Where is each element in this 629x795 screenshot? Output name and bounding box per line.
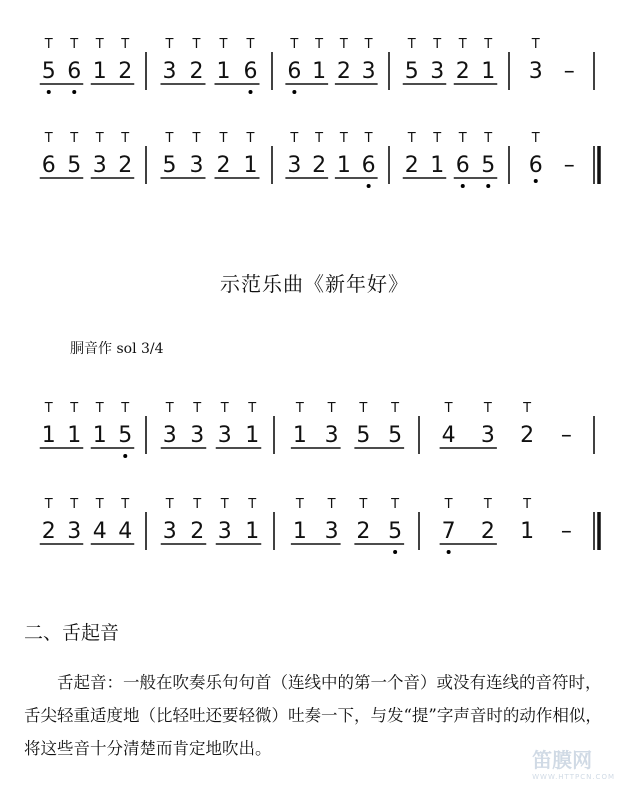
note-digit: 7 [441, 519, 456, 544]
tongue-mark: T [339, 37, 348, 52]
note-digit: 6 [41, 153, 56, 178]
note-digit: 2 [41, 519, 56, 544]
note-digit: 3 [217, 423, 232, 448]
tongue-mark: T [70, 37, 79, 52]
note-digit: 5 [67, 153, 82, 178]
note-digit: 3 [162, 59, 177, 84]
note-digit: 5 [481, 153, 496, 178]
tongue-mark: T [165, 497, 174, 512]
note-digit: 3 [190, 423, 205, 448]
note-digit: 1 [336, 153, 351, 178]
tongue-mark: T [165, 37, 174, 52]
note-digit: 3 [324, 519, 339, 544]
note-digit: 1 [92, 59, 107, 84]
body-paragraph: 舌起音：一般在吹奏乐句句首（连线中的第一个音）或没有连线的音符时，舌尖轻重适度地（比轻吐还要轻微）吐奏一下，与发“提”字声音时的动作相似，将这些音十分清楚而肯定地吹出。 [24, 673, 602, 758]
tongue-mark: T [70, 131, 79, 146]
watermark-url: WWW.HTTPCN.COM [532, 773, 615, 781]
note-digit: 2 [190, 519, 205, 544]
note-digit: 5 [404, 59, 419, 84]
note-digit: 1 [245, 423, 260, 448]
note-digit: 1 [430, 153, 445, 178]
note-digit: 5 [41, 59, 56, 84]
note-digit: 1 [292, 423, 307, 448]
note-digit: 3 [361, 59, 376, 84]
note-digit: 4 [92, 519, 107, 544]
note-digit: 6 [287, 59, 302, 84]
note-digit: 1 [92, 423, 107, 448]
tongue-mark: T [433, 37, 442, 52]
tongue-mark: T [121, 37, 130, 52]
octave-dot [461, 184, 465, 188]
tongue-mark: T [339, 131, 348, 146]
note-digit: 1 [292, 519, 307, 544]
tongue-mark: T [95, 401, 104, 416]
tongue-mark: T [44, 131, 53, 146]
note-digit: 2 [480, 519, 495, 544]
piece-title: 示范乐曲《新年好》 [220, 272, 409, 296]
tongue-mark: T [44, 497, 53, 512]
note-digit: 2 [520, 423, 535, 448]
note-digit: – [563, 153, 575, 178]
tongue-mark: T [220, 497, 229, 512]
tongue-mark: T [359, 497, 368, 512]
note-digit: 1 [520, 519, 535, 544]
note-digit: 2 [404, 153, 419, 178]
tongue-mark: T [121, 131, 130, 146]
note-digit: 6 [455, 153, 470, 178]
tongue-mark: T [458, 37, 467, 52]
note-digit: 2 [336, 59, 351, 84]
site-watermark [532, 744, 615, 781]
octave-dot [292, 90, 296, 94]
note-digit: 1 [245, 519, 260, 544]
note-digit: 2 [312, 153, 327, 178]
note-digit: 1 [41, 423, 56, 448]
note-digit: – [560, 423, 572, 448]
tongue-mark: T [531, 37, 540, 52]
tongue-mark: T [483, 497, 492, 512]
tongue-mark: T [121, 497, 130, 512]
tongue-mark: T [315, 131, 324, 146]
tongue-mark: T [165, 131, 174, 146]
note-digit: 3 [430, 59, 445, 84]
note-digit: 6 [528, 153, 543, 178]
tongue-mark: T [95, 131, 104, 146]
tongue-mark: T [433, 131, 442, 146]
tongue-mark: T [458, 131, 467, 146]
note-digit: 5 [356, 423, 371, 448]
tongue-mark: T [248, 401, 257, 416]
note-digit: – [560, 519, 572, 544]
note-digit: 1 [243, 153, 258, 178]
tongue-mark: T [364, 131, 373, 146]
note-digit: 2 [455, 59, 470, 84]
note-digit: 2 [118, 59, 133, 84]
tongue-mark: T [359, 401, 368, 416]
note-digit: 3 [162, 519, 177, 544]
note-digit: 3 [287, 153, 302, 178]
tongue-mark: T [44, 401, 53, 416]
note-digit: 3 [162, 423, 177, 448]
tongue-mark: T [484, 131, 493, 146]
note-digit: 2 [216, 153, 231, 178]
tongue-mark: T [246, 131, 255, 146]
tongue-mark: T [295, 497, 304, 512]
tongue-mark: T [220, 401, 229, 416]
tongue-mark: T [523, 401, 532, 416]
note-digit: 4 [118, 519, 133, 544]
tongue-mark: T [95, 497, 104, 512]
octave-dot [393, 550, 397, 554]
note-digit: 1 [312, 59, 327, 84]
tongue-mark: T [531, 131, 540, 146]
tongue-mark: T [444, 401, 453, 416]
note-digit: 6 [67, 59, 82, 84]
octave-dot [534, 179, 538, 183]
octave-dot [367, 184, 371, 188]
note-digit: 1 [216, 59, 231, 84]
note-digit: 2 [189, 59, 204, 84]
note-digit: 3 [528, 59, 543, 84]
note-digit: 3 [480, 423, 495, 448]
note-digit: 2 [118, 153, 133, 178]
tongue-mark: T [95, 37, 104, 52]
note-digit: 5 [162, 153, 177, 178]
tongue-mark: T [391, 401, 400, 416]
note-digit: 3 [67, 519, 82, 544]
tongue-mark: T [192, 37, 201, 52]
tongue-mark: T [219, 131, 228, 146]
tongue-mark: T [290, 37, 299, 52]
tongue-mark: T [248, 497, 257, 512]
note-digit: 1 [481, 59, 496, 84]
tongue-mark: T [44, 37, 53, 52]
tongue-mark: T [246, 37, 255, 52]
tongue-mark: T [327, 497, 336, 512]
note-digit: 5 [388, 519, 403, 544]
note-digit: 3 [189, 153, 204, 178]
tongue-mark: T [219, 37, 228, 52]
note-digit: 5 [118, 423, 133, 448]
tongue-mark: T [165, 401, 174, 416]
note-digit: 1 [67, 423, 82, 448]
note-digit: 5 [388, 423, 403, 448]
tongue-mark: T [315, 37, 324, 52]
tongue-mark: T [192, 131, 201, 146]
note-digit: 4 [441, 423, 456, 448]
tongue-mark: T [193, 401, 202, 416]
tongue-mark: T [407, 131, 416, 146]
tongue-mark: T [483, 401, 492, 416]
octave-dot [486, 184, 490, 188]
tongue-mark: T [364, 37, 373, 52]
octave-dot [447, 550, 451, 554]
note-digit: – [563, 59, 575, 84]
tongue-mark: T [484, 37, 493, 52]
note-digit: 2 [356, 519, 371, 544]
note-digit: 6 [243, 59, 258, 84]
note-digit: 6 [361, 153, 376, 178]
tongue-mark: T [407, 37, 416, 52]
tongue-mark: T [290, 131, 299, 146]
key-time-signature: 胴音作 sol 3/4 [70, 341, 164, 357]
tongue-mark: T [70, 401, 79, 416]
octave-dot [249, 90, 253, 94]
tongue-mark: T [444, 497, 453, 512]
tongue-mark: T [327, 401, 336, 416]
octave-dot [72, 90, 76, 94]
tongue-mark: T [391, 497, 400, 512]
tongue-mark: T [295, 401, 304, 416]
note-digit: 3 [217, 519, 232, 544]
section-heading: 二、舌起音 [24, 622, 120, 644]
octave-dot [47, 90, 51, 94]
octave-dot [123, 454, 127, 458]
tongue-mark: T [70, 497, 79, 512]
watermark-text: 笛膜网 [532, 748, 593, 772]
tongue-mark: T [523, 497, 532, 512]
tongue-mark: T [121, 401, 130, 416]
note-digit: 3 [324, 423, 339, 448]
tongue-mark: T [193, 497, 202, 512]
note-digit: 3 [92, 153, 107, 178]
